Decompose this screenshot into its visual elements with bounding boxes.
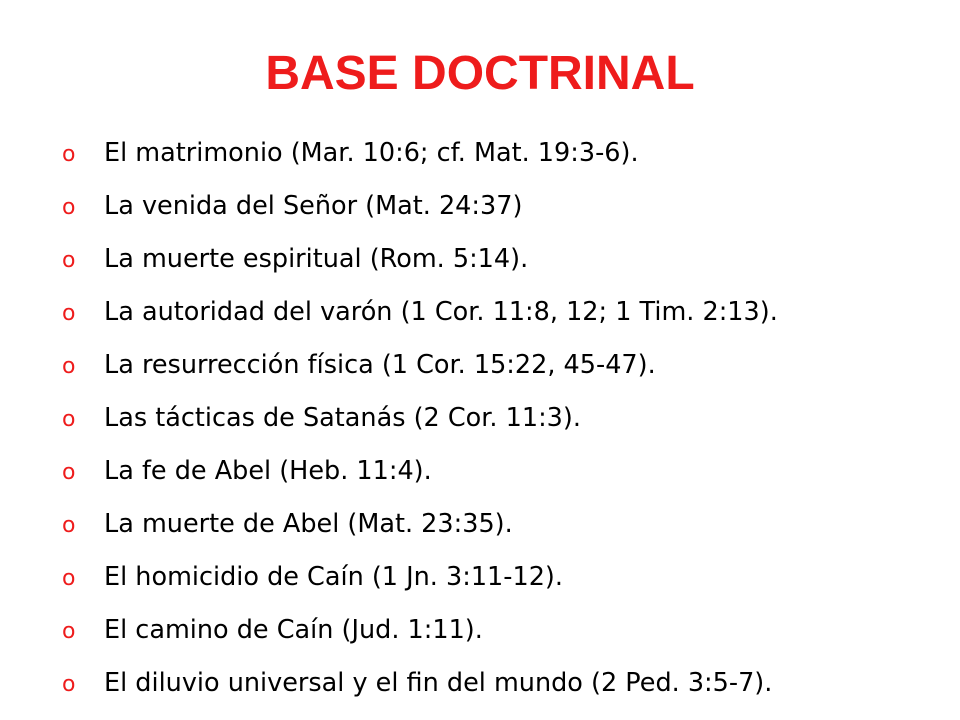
bullet-marker: o: [62, 566, 76, 591]
list-item: [62, 668, 942, 720]
list-item-text: La venida del Señor (Mat. 24:37): [104, 191, 523, 221]
list-item: [62, 615, 942, 668]
bullet-marker: o: [62, 248, 76, 273]
bullet-marker: o: [62, 672, 76, 697]
list-item-text: La muerte espiritual (Rom. 5:14).: [104, 244, 529, 274]
bullet-marker: o: [62, 513, 76, 538]
list-item: [62, 138, 942, 191]
bullet-list: [62, 138, 942, 720]
bullet-marker: o: [62, 354, 76, 379]
list-item-text: La resurrección física (1 Cor. 15:22, 45-47).: [104, 350, 656, 380]
list-item: [62, 350, 942, 403]
bullet-marker: o: [62, 619, 76, 644]
list-item: [62, 562, 942, 615]
list-item-text: El matrimonio (Mar. 10:6; cf. Mat. 19:3-6).: [104, 138, 639, 168]
list-item: [62, 191, 942, 244]
slide-title: BASE DOCTRINAL: [265, 47, 695, 100]
list-item-text: La fe de Abel (Heb. 11:4).: [104, 456, 432, 486]
bullet-marker: o: [62, 407, 76, 432]
bullet-marker: o: [62, 460, 76, 485]
list-item-text: El homicidio de Caín (1 Jn. 3:11-12).: [104, 562, 563, 592]
bullet-marker: o: [62, 301, 76, 326]
list-item: [62, 456, 942, 509]
list-item-text: El diluvio universal y el fin del mundo (2 Ped. 3:5-7).: [104, 668, 773, 698]
list-item-text: El camino de Caín (Jud. 1:11).: [104, 615, 483, 645]
bullet-marker: o: [62, 195, 76, 220]
list-item-text: Las tácticas de Satanás (2 Cor. 11:3).: [104, 403, 581, 433]
list-item-text: La muerte de Abel (Mat. 23:35).: [104, 509, 513, 539]
list-item: [62, 297, 942, 350]
list-item: [62, 509, 942, 562]
list-item: [62, 244, 942, 297]
list-item-text: La autoridad del varón (1 Cor. 11:8, 12; 1 Tim. 2:13).: [104, 297, 778, 327]
list-item: [62, 403, 942, 456]
bullet-marker: o: [62, 142, 76, 167]
